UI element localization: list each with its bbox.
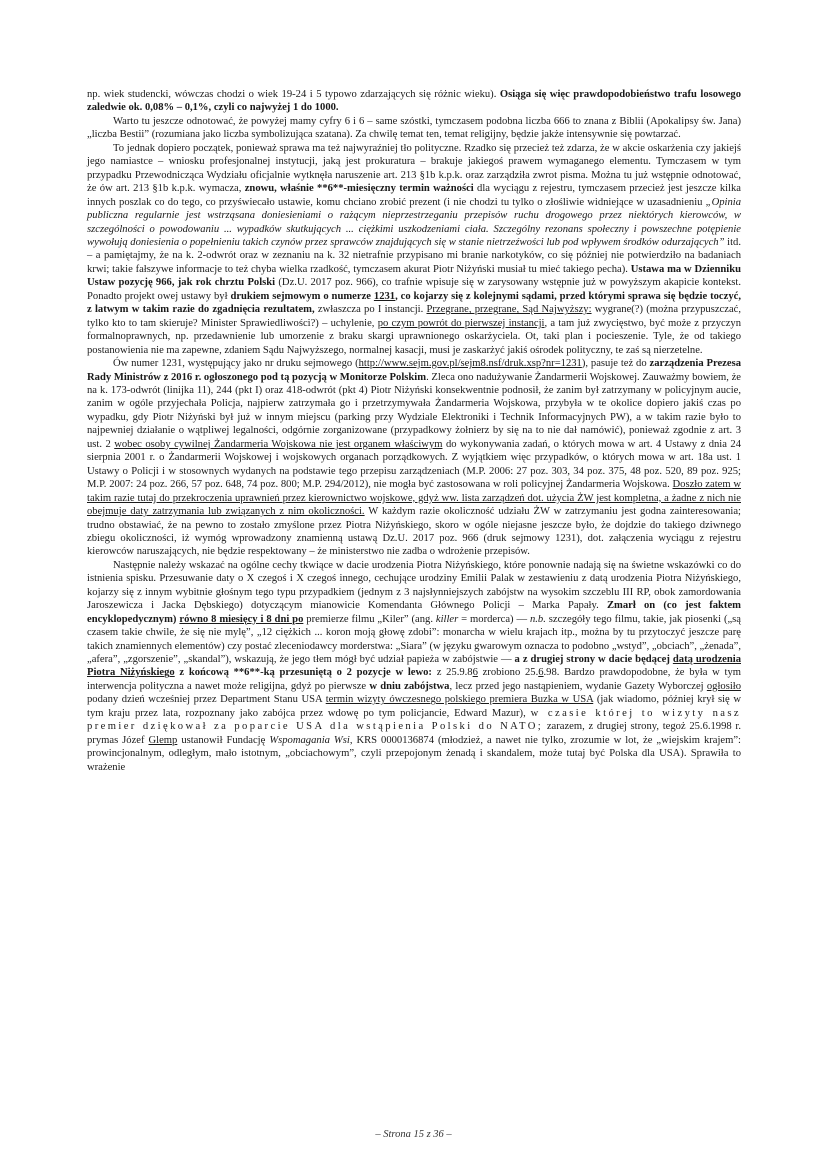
text-run: w czasie której to wizyty nasz premier dziękował za poparcie USA dla wstąpienia Polski do NATO;: [87, 707, 742, 733]
text-run: killer: [435, 613, 459, 625]
text-run: Ustawa ma w Dzienniku Ustaw pozycję 966, jak rok chrztu Polski: [87, 263, 741, 289]
text-run: Osiąga się więc prawdopodobieństwo trafu losowego zaledwie ok. 0,08% – 0,1%, czyli co najwyżej 1 do 1000.: [87, 89, 741, 114]
paragraph: [87, 88, 741, 115]
text-run: „Opinia publiczna regularnie jest wstrząsana doniesieniami o rażącym nieprzestrzeganiu przepisów ruchu drogowego przez niektórych kierowców, w szczególności o powodowaniu ... wypadków skutkujących ... ciężkimi uszkodzeniami ciała. Szczególny rezonans społeczny i powszechne potępienie wywołują doniesienia o popełnieniu takich czynów przez sprawców znajdujących się w stanie nietrzeźwości lub pod wpływem środków odurzających”: [87, 196, 741, 248]
text-run: dla wyciągu z rejestru, tymczasem przecież jest jeszcze kilka innych poszlak co do tego, co przyświecało ustawie, komu chciano zrobić prezent (i nie chodzi tu tylko o złośliwie widniejące w uzasadnieniu: [87, 183, 742, 208]
text-run: , KRS 0000136874 (młodzież, a nawet nie tylko, zrozumie w lot, że „wiejskim krajem”: prowincjonalnym, odległym, mało istotnym, „obciachowym”, czyli przepojonym żenadą i skandalem, może tutaj być Polska dla USA). Sprawiła to wrażenie: [87, 734, 741, 773]
text-run: do wykonywania zadań, o których mowa w art. 4 Ustawy z dnia 24 sierpnia 2001 r. o Żandarmerii Wojskowej i wojskowych organach porządkowych. Z wyjątkiem więc przypadków, o których mowa w art. 18a ust. 1 Ustawy o Policji i w stosownych wydanych na podstawie tego przepisu zarządzeniach (M.P. 2006: 27 poz. 303, 34 poz. 375, 48 poz. 520, 89 poz. 925; M.P. 2007: 24 poz. 266, 57 poz. 648, 74 poz. 800; M.P. 294/2012), nie mogła być zastosowana w roli policyjnej Żandarmeria Wojskowa.: [87, 438, 742, 491]
text-run: równo 8 miesięcy i 8 dni po: [179, 613, 304, 625]
text-run: znowu, właśnie **6**-miesięczny termin ważności: [244, 183, 474, 195]
text-run: ogłosiło: [706, 680, 741, 692]
text-run: = morderca) —: [458, 613, 530, 625]
text-run: n.b.: [529, 613, 546, 625]
text-run: datą urodzenia Piotra Niżyńskiego: [87, 654, 741, 679]
text-run: wygrane(?) (można przypuszczać, tylko kto to tam skieruje? Minister Sprawiedliwości?) – uchylenie,: [87, 304, 741, 329]
text-run: .98. Bardzo prawdopodobne, że była w tym interwencja polityczna a nawet może religijna, gdyż po pierwsze: [87, 667, 742, 692]
text-run: http://www.sejm.gov.pl/sejm8.nsf/druk.xsp?nr=1231: [358, 358, 582, 370]
text-run: 6: [538, 667, 544, 679]
text-run: zwłaszcza po I instancji.: [314, 304, 427, 316]
text-run: zarazem, z drugiej strony, tegoż 25.6.1998 r. prymas Józef: [87, 721, 741, 746]
text-run: Zmarł on (co jest faktem encyklopedycznym): [87, 600, 741, 625]
text-run: 1231: [373, 290, 396, 302]
text-run: W każdym razie okoliczność udziału ŻW w zatrzymaniu jest godna zainteresowania; trudno obstawiać, że na pewno to zostało zmyślone przez Piotra Niżyńskiego, skoro w ogóle niejasne jeszcze było, że dojdzie do takiego dziwnego zbiegu okoliczności, iż wymóg wprowadzony znamienną ustawą Dz.U. 2017 poz. 966 (druk sejmowy 1231), dot. załączenia wyciągu z rejestru kierowców naruszających, nie będzie respektowany – że ministerstwo nie zadba o wdrożenie przepisów.: [87, 506, 741, 558]
paragraph: [87, 142, 741, 357]
text-run: termin wizyty ówczesnego polskiego premiera Buzka w USA: [325, 694, 594, 706]
text-run: ), pasuje też do: [581, 358, 650, 370]
text-run: z 25.9.8: [431, 667, 473, 679]
text-run: Glemp: [148, 734, 178, 746]
text-run: To jednak dopiero początek, ponieważ sprawa ma też najwyraźniej tło polityczne. Rzadko się przecież też zdarza, że w akcie oskarżenia czy jakiejś jego namiastce – wniosku profesjonalnej instytucji, jaką jest prokuratura – brakuje jakiegoś prawem wymaganego elementu. Tymczasem w tym przypadku Przewodnicząca Wydziału oficjalnie wytknęła naruszenie art. 213 §1b k.p.k. oraz zarządziła zwrot pisma. Można tu już wstępnie odnotować, że ów art. 213 §1b k.p.k. wymacza,: [87, 142, 741, 195]
paragraph: [87, 357, 741, 559]
text-run: szczegóły tego filmu, takie, jak piosenki („są czasem takie chwile, że się nie mylę”, „12 ciężkich ... koron moją głowę zdobi”: monarcha w wielu krajach itp., można by tu przytoczyć jeszcze parę takich znamiennych elementów) czy postać zleceniodawcy morderstwa: „Siara” (w języku gwarowym oznacza to podobno „wstyd”, „obciach”, „żenada”, „afera”, „zgorszenie”, „skandal”), wskazują, że jego tłem mógł być udział papieża w zabójstwie —: [87, 613, 741, 666]
text-run: Doszło zatem w takim razie tutaj do przekroczenia uprawnień przez kierownictwo wojskowe, gdyż ww. lista zarządzeń dot. użycia ŻW jest kompletna, a żadne z nich nie obejmuje daty zatrzymania lub związanych z nim okoliczności.: [87, 479, 742, 518]
text-run: , a tam już zwycięstwo, być może z przyczyn formalnoprawnych, np. przedawnienie lub umorzenie z braku skargi uprawnionego oskarżyciela. Ot, taki plan i pocieszenie. Tyle, że od takiego postanowienia nie ma zapewne, zdaniem Sądu Najwyższego, normalnej kasacji, musi je zaskarżyć jakiś ośrodek polityczny, te zaś są nierzetelne.: [87, 317, 741, 356]
text-run: premierze filmu „Kiler” (ang.: [303, 613, 436, 625]
text-run: zrobiono 25.: [477, 667, 539, 679]
text-run: Warto tu jeszcze odnotować, że powyżej mamy cyfry 6 i 6 – same szóstki, tymczasem podobna liczba 666 to znana z Biblii (Apokalipsy św. Jana) „liczba Bestii” (rozumiana jako liczba symbolizująca szatana). Za chwilę temat ten, temat religijny, będzie jakże intensywnie się powtarzać.: [87, 115, 741, 141]
text-run: Ów numer 1231, występujący jako nr druku sejmowego (: [113, 358, 359, 370]
text-run: , co kojarzy się z kolejnymi sądami, przed którymi sprawa się będzie toczyć, z latwym w takim razie do zgadnięcia rezultatem,: [87, 290, 741, 316]
text-run: podany dzień wcześniej przez Department Stanu USA: [87, 694, 326, 706]
text-run: Przegrane, przegrane, Sąd Najwyższy:: [426, 304, 592, 316]
text-run: zarządzenia Prezesa Rady Ministrów z 2016 r. ogłoszonego pod tą pozycją w Monitorze Polskim: [87, 358, 741, 383]
text-run: (jak wiadomo, później krył się w tym kraju przez lata, rozpoznany jako zabójca przez wdowę po tym policjancie, Edward Mazur),: [87, 694, 741, 719]
text-run: wobec osoby cywilnej Żandarmeria Wojskowa nie jest organem właściwym: [114, 438, 443, 450]
text-run: (Dz.U. 2017 poz. 966), co trafnie wpisuje się w zarysowany wstępnie już w powyższym akapicie kontekst. Ponadto projekt owej ustawy był: [87, 277, 741, 302]
text-run: a z drugiej strony w dacie będącej: [514, 654, 673, 666]
text-run: Następnie należy wskazać na ogólne cechy tkwiące w dacie urodzenia Piotra Niżyńskiego, które ponownie nadają się na świetne wskazówki co do istnienia spisku. Przesuwanie daty o X czegoś i X czegoś innego, cechujące urodziny Emilii Palak w zestawieniu z datą urodzenia Piotra Niżyńskiego, kojarzy się z innym wybitnie głośnym tego typu przypadkiem (jednym z 3 najsłynniejszych zabójstw na wysokim szczeblu III RP, obok zamordowania Jaroszewicza i Jacka Dębskiego) dotyczącym mianowicie Komendanta Głównego Policji – Marka Papały.: [87, 559, 741, 612]
paragraph: [87, 115, 741, 142]
page-footer: – Strona 15 z 36 –: [375, 1129, 452, 1140]
text-run: 6: [472, 667, 478, 679]
text-run: z końcową **6**-ką przesuniętą o 2 pozycje w lewo:: [174, 667, 432, 679]
text-run: Wspomagania Wsi: [269, 734, 350, 746]
text-run: w dniu zabójstwa: [369, 680, 450, 692]
document-body: [87, 88, 741, 774]
text-run: ustanowił Fundację: [177, 734, 270, 746]
paragraph: [87, 559, 741, 774]
text-run: itd. – a pamiętajmy, że na k. 2-odwrót oraz w zeznaniu na k. 32 nietrafnie przypisano mi branie narkotyków, co się później nie potwierdziło na badaniach krwi; takie fałszywe informacje to też chyba wielka rzadkość, tymczasem akurat Piotr Niżyński musiał tu mieć takiego pecha).: [87, 236, 741, 275]
text-run: . Zleca ono nadużywanie Żandarmerii Wojskowej. Zauważmy bowiem, że na k. 173-odwrót (linijka 11), 244 (pkt I) oraz 418-odwrót (pkt 4) Piotr Niżyński konsekwentnie podnosił, że zanim był zatrzymany w policyjnym aucie, zanim w ogóle przyjechała Policja, najpierw zatrzymała go i przetrzymywała Żandarmeria Wojskowa, przybyła w te okolice dopiero jakiś czas po wypadku, gdy Piotr Niżyński był już w innym miejscu (parking przy Wydziale Elektroniki i Technik Informacyjnych PW), a w takim razie było to najpewniej działanie o wątpliwej legalności, odgórnie zorganizowane (przypadkowy żołnierz by się na to nie dał namówić), ponieważ zgodnie z art. 3 ust. 2: [87, 371, 741, 450]
text-run: po czym powrót do pierwszej instancji: [377, 317, 545, 329]
text-run: np. wiek studencki, wówczas chodzi o wiek 19-24 i 5 typowo zdarzających się różnic wieku).: [87, 89, 500, 100]
text-run: , lecz przed jego nastąpieniem, wydanie Gazety Wyborczej: [449, 680, 707, 692]
text-run: drukiem sejmowym o numerze: [230, 290, 374, 302]
